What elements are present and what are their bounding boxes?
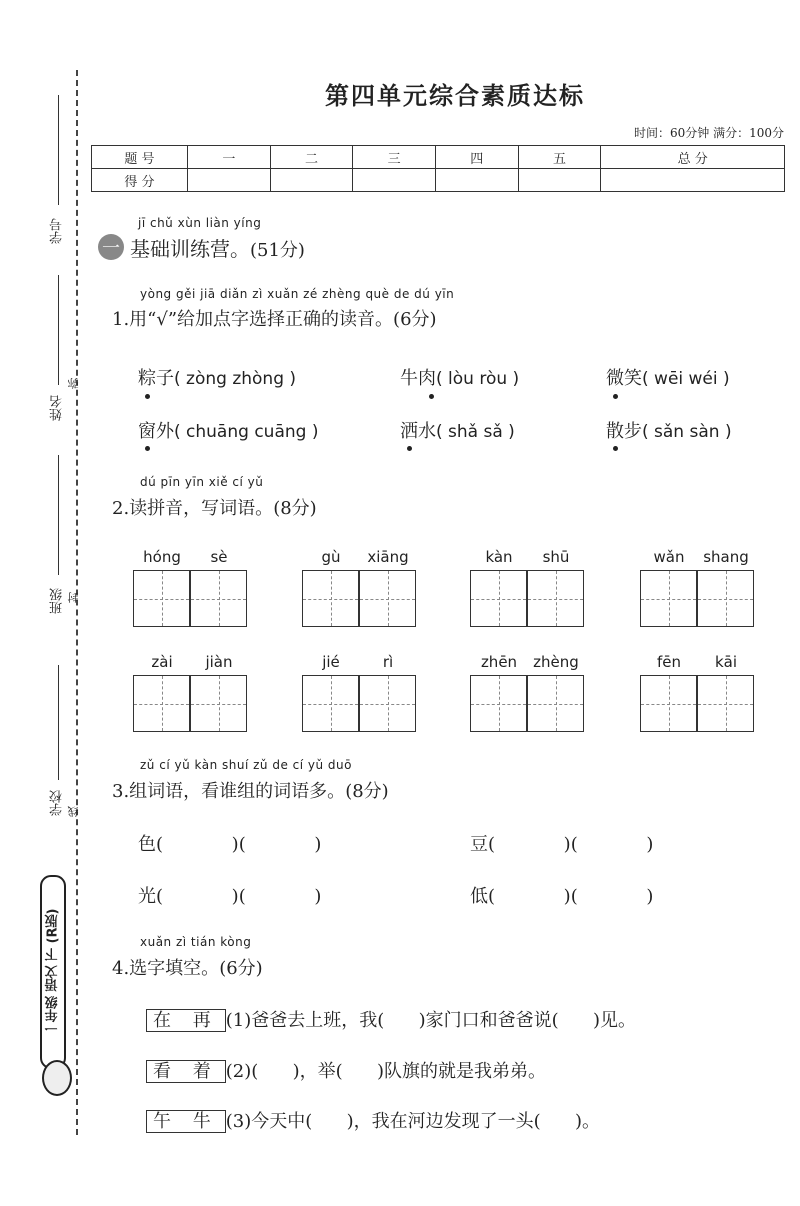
q4-text [112, 954, 263, 980]
writing-box[interactable] [133, 675, 190, 732]
q1-word: 散步 [606, 421, 642, 442]
xuehao-label: 学号 [50, 218, 65, 244]
writing-box[interactable] [697, 570, 754, 627]
score-table [91, 145, 785, 192]
xingming-label: 姓名 [50, 395, 65, 421]
q1-item [400, 417, 515, 443]
emphasis-dot [613, 394, 618, 399]
q1-options[interactable]: ( chuāng cuāng ) [174, 422, 319, 442]
grid-pinyin: zhèng [533, 653, 579, 671]
grid-pinyin: jiàn [205, 653, 233, 671]
exam-meta: 时间：60分钟 满分：100分 [634, 126, 784, 140]
emphasis-dot [145, 394, 150, 399]
q1-word: 粽子 [138, 368, 174, 389]
grid-pinyin: zhēn [480, 653, 518, 671]
grid-pinyin: fēn [656, 653, 682, 671]
xuexiao-line [58, 665, 59, 780]
table-cell: 三 [353, 146, 436, 169]
q3-blank[interactable]: 光( )( ) [138, 886, 322, 907]
xingming-line [58, 275, 59, 385]
grid-pinyin: shang [703, 548, 749, 566]
emphasis-dot [613, 446, 618, 451]
q1-options[interactable]: ( lòu ròu ) [436, 369, 520, 389]
q3-text [112, 777, 389, 803]
grid-pinyin: kāi [714, 653, 738, 671]
q1-pinyin: yòng gěi jiā diǎn zì xuǎn zé zhèng què de dú yīn [140, 287, 455, 301]
grid-pinyin: rì [382, 653, 394, 671]
q4-points: (6分) [219, 958, 263, 979]
q2-text-main: 2.读拼音，写词语。 [112, 498, 274, 519]
char-choice-box: 午 牛 [146, 1110, 226, 1133]
writing-box[interactable] [470, 570, 527, 627]
grid-pinyin: kàn [485, 548, 513, 566]
writing-box[interactable] [697, 675, 754, 732]
q2-text [112, 494, 317, 520]
writing-box[interactable] [133, 570, 190, 627]
writing-box[interactable] [640, 675, 697, 732]
score-table-score-row [92, 169, 785, 192]
score-cell[interactable] [518, 169, 601, 192]
score-table-header-row [92, 146, 785, 169]
brand-label: 一年级 语文 下 (R版) [40, 875, 66, 1069]
q3-points: (8分) [345, 781, 389, 802]
grid-pinyin: gù [321, 548, 341, 566]
xuexiao-label: 学校 [50, 790, 65, 816]
q4-pinyin: xuǎn zì tián kòng [140, 935, 252, 949]
score-cell[interactable] [601, 169, 785, 192]
q1-item [138, 364, 296, 390]
q4-item [146, 1006, 636, 1032]
writing-box[interactable] [527, 570, 584, 627]
section1-pinyin: jī chǔ xùn liàn yíng [138, 216, 262, 230]
q1-points: (6分) [393, 309, 437, 330]
score-cell[interactable] [435, 169, 518, 192]
q3-blank[interactable]: 豆( )( ) [470, 834, 654, 855]
emphasis-dot [429, 394, 434, 399]
grid-pinyin: xiāng [367, 548, 409, 566]
score-cell[interactable] [353, 169, 436, 192]
table-cell: 总 分 [601, 146, 785, 169]
xuehao-line [58, 95, 59, 205]
q4-item [146, 1107, 600, 1133]
emphasis-dot [407, 446, 412, 451]
writing-box[interactable] [190, 675, 247, 732]
writing-box[interactable] [359, 570, 416, 627]
q1-text [112, 305, 437, 331]
writing-box[interactable] [640, 570, 697, 627]
writing-box[interactable] [527, 675, 584, 732]
q1-word: 微笑 [606, 368, 642, 389]
section1-title [130, 233, 305, 262]
q1-item [400, 364, 519, 390]
q1-word: 牛肉 [400, 368, 436, 389]
section1-title-text: 基础训练营。 [130, 237, 250, 261]
writing-box[interactable] [302, 570, 359, 627]
q4-text-main: 4.选字填空。 [112, 958, 220, 979]
banji-line [58, 455, 59, 575]
q3-blank[interactable]: 低( )( ) [470, 886, 654, 907]
mascot-icon [42, 1060, 72, 1096]
q4-sentence[interactable]: (3)今天中( )，我在河边发现了一头( )。 [225, 1111, 600, 1132]
writing-box[interactable] [359, 675, 416, 732]
char-choice-box: 在 再 [146, 1009, 226, 1032]
writing-box[interactable] [190, 570, 247, 627]
grid-pinyin: jié [322, 653, 340, 671]
char-choice-box: 看 着 [146, 1060, 226, 1083]
emphasis-dot [145, 446, 150, 451]
q3-text-main: 3.组词语，看谁组的词语多。 [112, 781, 346, 802]
page-title: 第四单元综合素质达标 [325, 81, 585, 110]
q4-item [146, 1057, 546, 1083]
q1-options[interactable]: ( zòng zhòng ) [174, 369, 297, 389]
q1-options[interactable]: ( wēi wéi ) [642, 369, 730, 389]
table-cell: 一 [188, 146, 271, 169]
q3-blank[interactable]: 色( )( ) [138, 834, 322, 855]
grid-pinyin: zài [151, 653, 173, 671]
q1-word: 洒水 [400, 421, 436, 442]
q1-word: 窗外 [138, 421, 174, 442]
grid-pinyin: hóng [143, 548, 181, 566]
score-cell[interactable] [270, 169, 353, 192]
grid-pinyin: sè [210, 548, 228, 566]
section-badge: 一 [98, 234, 124, 260]
table-cell: 题 号 [92, 146, 188, 169]
brand-band [38, 835, 68, 1135]
xian-label: 线 [67, 806, 80, 817]
table-cell: 五 [518, 146, 601, 169]
q4-sentence[interactable]: (1)爸爸去上班，我( )家门口和爸爸说( )见。 [225, 1010, 636, 1031]
banji-label: 班级 [50, 588, 65, 614]
q3-pinyin: zǔ cí yǔ kàn shuí zǔ de cí yǔ duō [140, 758, 352, 772]
q4-sentence[interactable]: (2)( )，举( )队旗的就是我弟弟。 [225, 1061, 546, 1082]
q2-pinyin: dú pīn yīn xiě cí yǔ [140, 475, 264, 489]
q2-points: (8分) [273, 498, 317, 519]
mi-label: 弥 [67, 378, 80, 389]
score-cell[interactable] [188, 169, 271, 192]
grid-pinyin: shū [542, 548, 570, 566]
table-cell: 四 [435, 146, 518, 169]
q1-item [138, 417, 318, 443]
writing-box[interactable] [470, 675, 527, 732]
table-cell: 二 [270, 146, 353, 169]
q1-text-main: 1.用“√”给加点字选择正确的读音。 [112, 309, 394, 330]
writing-box[interactable] [302, 675, 359, 732]
q1-options[interactable]: ( shǎ sǎ ) [436, 422, 515, 442]
section1-points: (51分) [250, 240, 305, 261]
table-cell: 得 分 [92, 169, 188, 192]
q1-options[interactable]: ( sǎn sàn ) [642, 422, 732, 442]
feng-label: 封 [67, 592, 80, 603]
q1-item [606, 364, 730, 390]
q1-item [606, 417, 732, 443]
grid-pinyin: wǎn [653, 548, 685, 566]
